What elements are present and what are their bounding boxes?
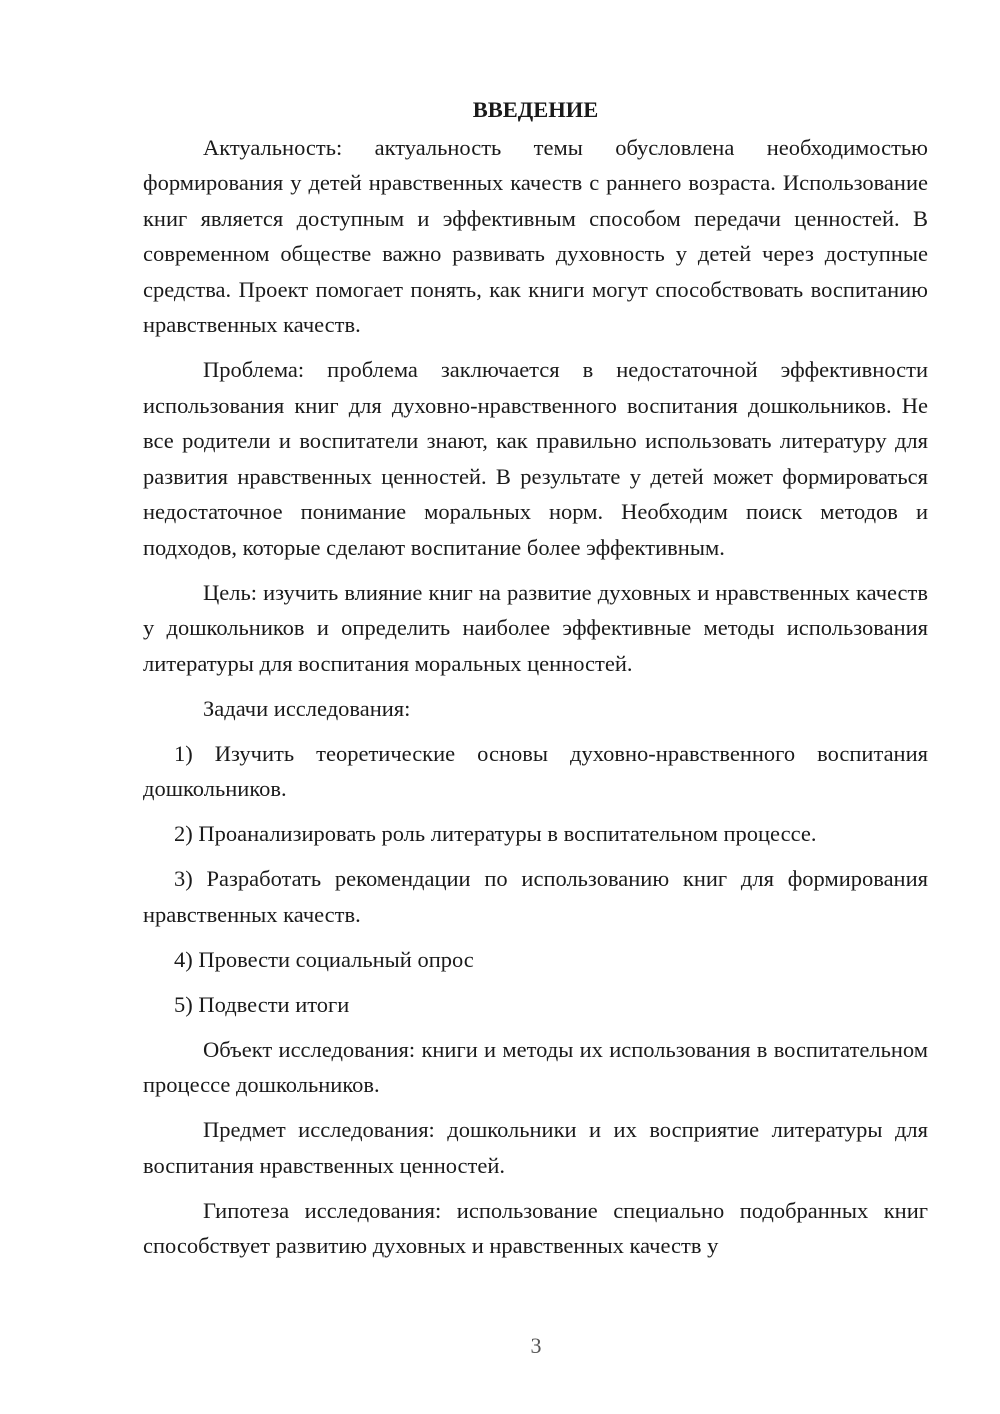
tasks-heading: Задачи исследования: xyxy=(203,695,411,721)
task-item: 2) Проанализировать роль литературы в воспитательном процессе. xyxy=(174,821,817,846)
task-item: 4) Провести социальный опрос xyxy=(174,946,474,972)
task-item: 5) Подвести итоги xyxy=(174,991,350,1017)
paragraph-relevance: Актуальность: актуальность темы обусловлена необходимостью формирования у детей нравственных качеств с раннего возраста. Использование книг является доступным и эффективным способом передачи ценностей. В современном обществе важно развивать духовность у детей через доступные средства. Проект помогает понять, как книги могут способствовать воспитанию нравственных качеств. xyxy=(143,134,928,337)
paragraph-object: Объект исследования: книги и методы их использования в воспитательном процессе дошкольников. xyxy=(143,1036,928,1097)
paragraph-problem: Проблема: проблема заключается в недостаточной эффективности использования книг для духовно-нравственного воспитания дошкольников. Не все родители и воспитатели знают, как правильно использовать литературу для развития нравственных ценностей. В результате у детей может формироваться недостаточное понимание моральных норм. Необходим поиск методов и подходов, которые сделают воспитание более эффективным. xyxy=(143,357,928,560)
paragraph-hypothesis: Гипотеза исследования: использование специально подобранных книг способствует развитию духовных и нравственных качеств у xyxy=(143,1197,928,1258)
paragraph-goal: Цель: изучить влияние книг на развитие духовных и нравственных качеств у дошкольников и определить наиболее эффективные методы использования литературы для воспитания моральных ценностей. xyxy=(143,579,928,676)
paragraph-subject: Предмет исследования: дошкольники и их восприятие литературы для воспитания нравственных ценностей. xyxy=(143,1117,928,1178)
section-title: ВВЕДЕНИЕ xyxy=(472,97,599,122)
page-number: 3 xyxy=(530,1333,542,1358)
task-item: 3) Разработать рекомендации по использованию книг для формирования нравственных качеств. xyxy=(143,866,928,927)
task-item: 1) Изучить теоретические основы духовно-нравственного воспитания дошкольников. xyxy=(143,740,928,801)
page-content xyxy=(143,92,928,1273)
